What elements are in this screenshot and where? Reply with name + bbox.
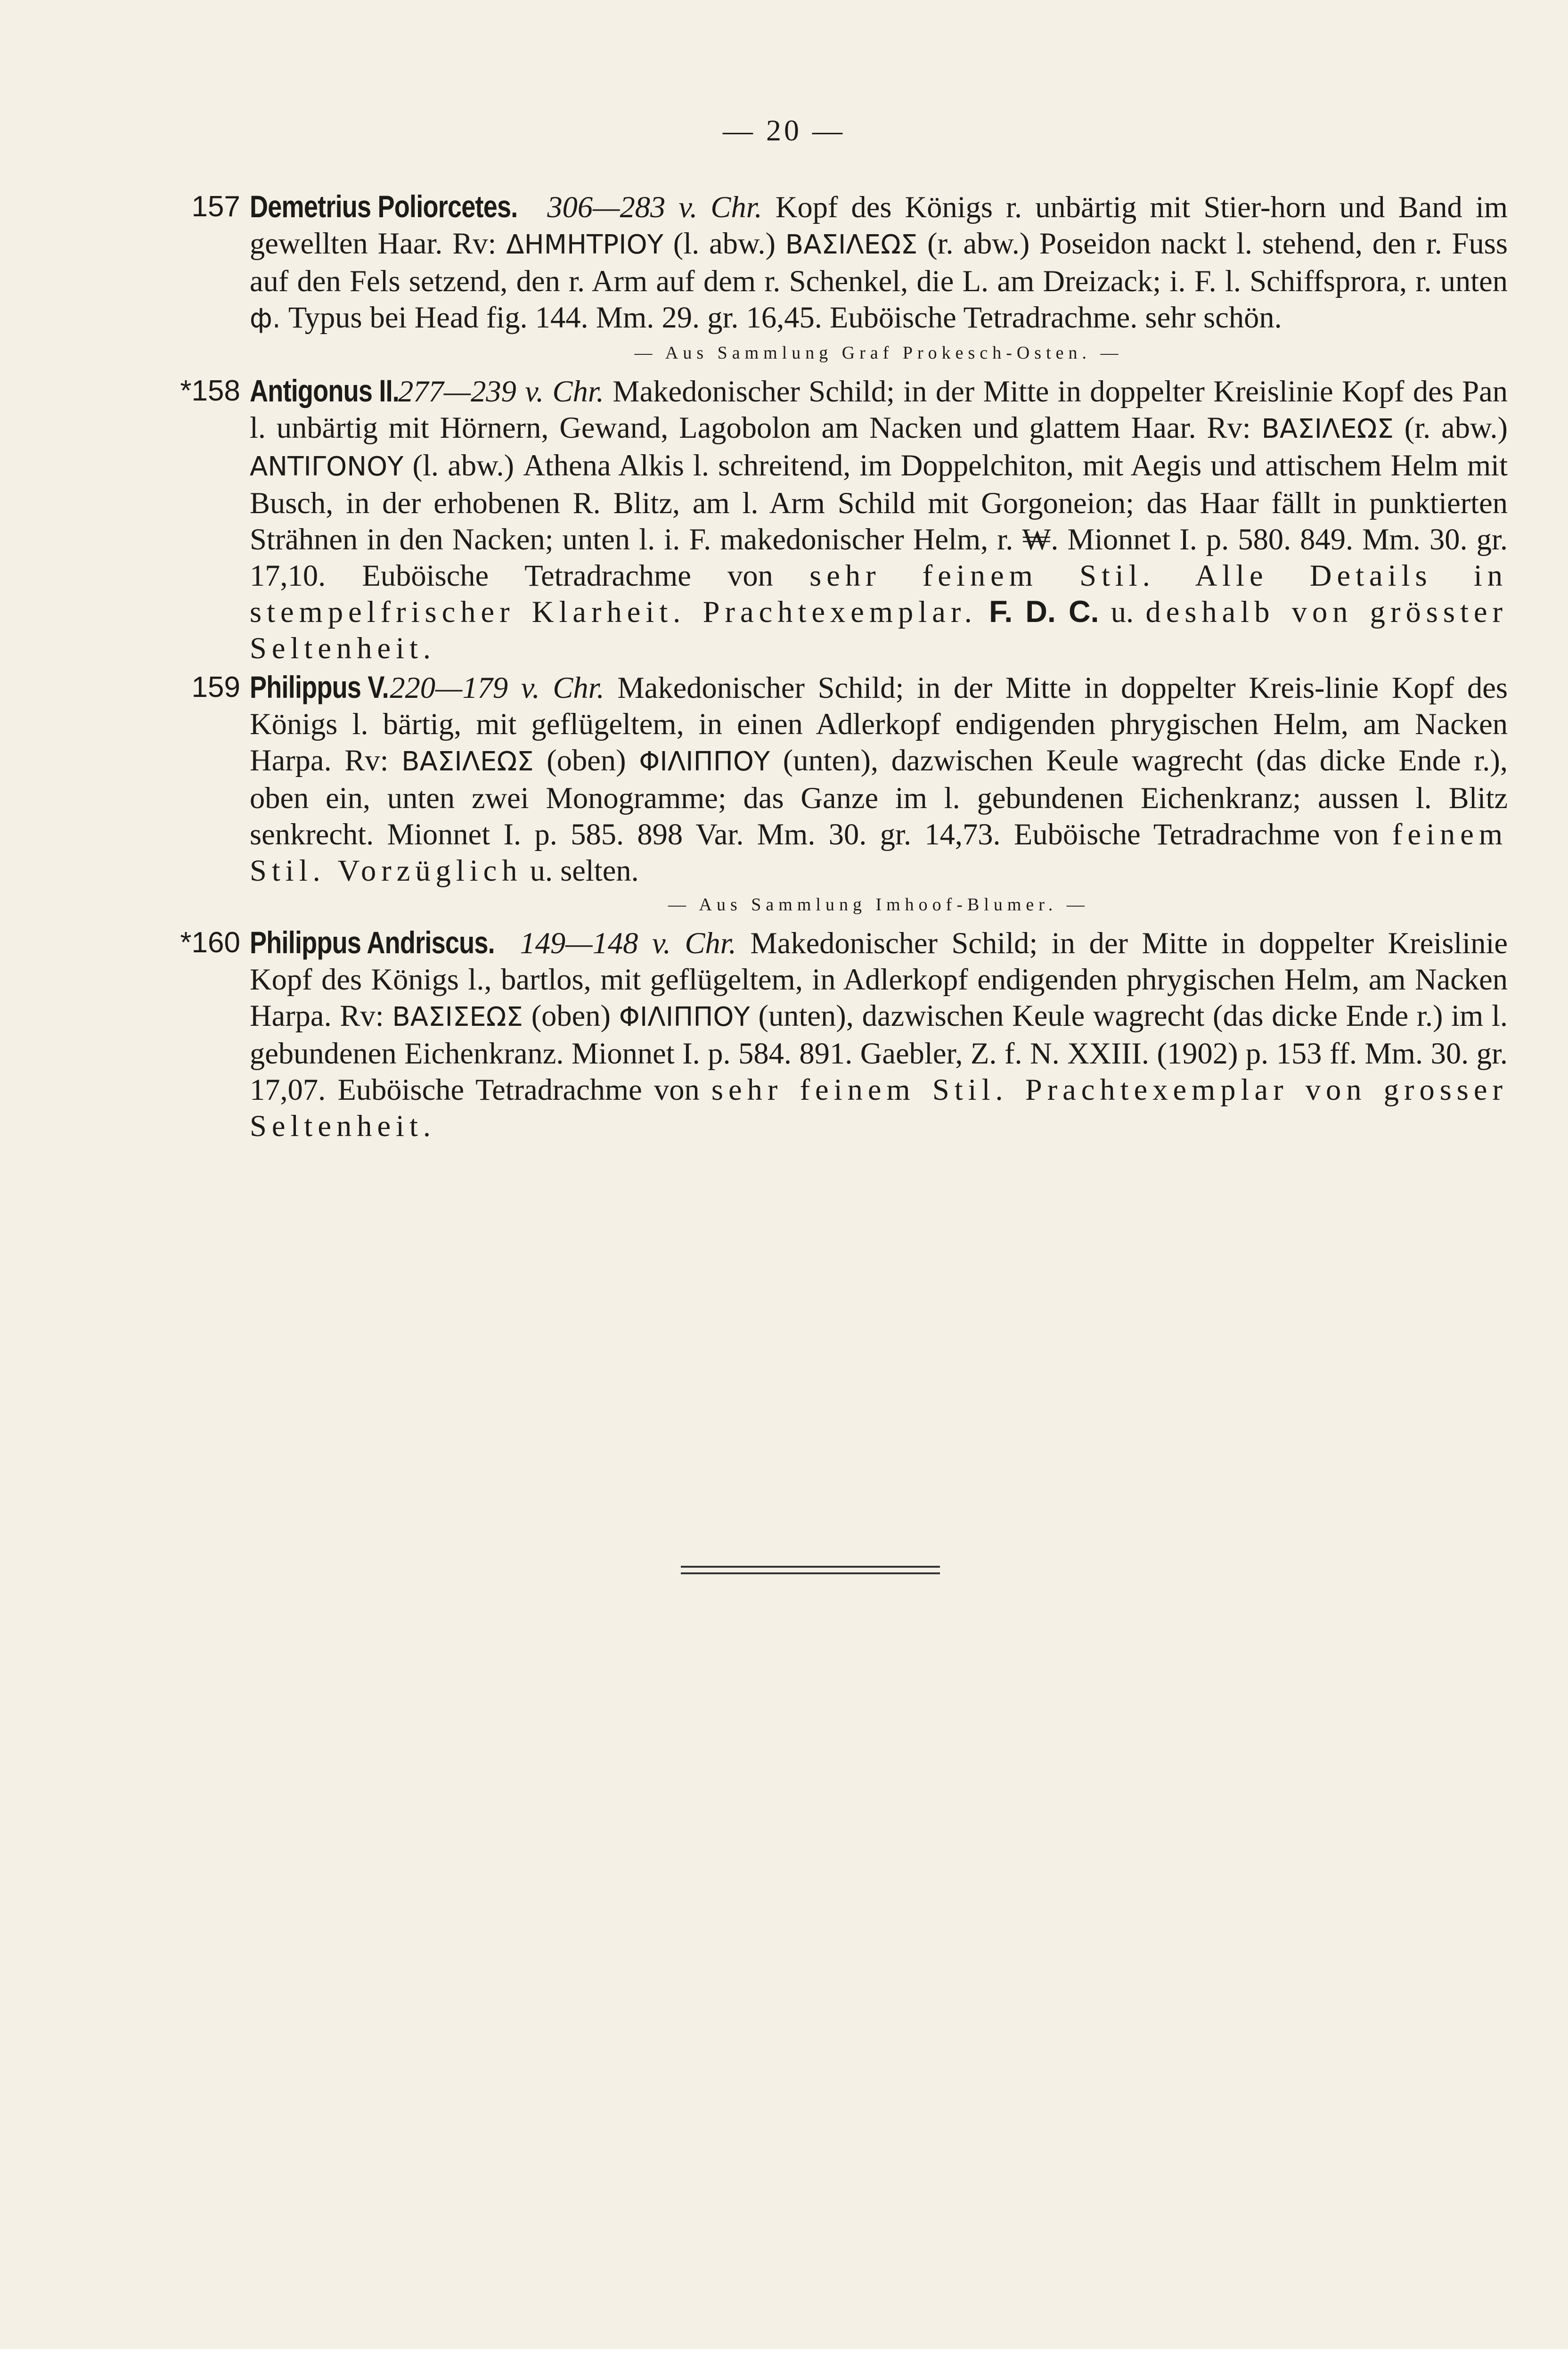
entry-text [250, 924, 1508, 1144]
quality-note: feinem Stil. Vorzüglich [250, 818, 1508, 887]
ruler-name: Antigonus II. [250, 373, 400, 408]
monogram: ф. [250, 303, 281, 334]
greek-legend: ΒΑΣΙΛΕΩΣ [785, 229, 918, 260]
description-text: (unten), dazwischen Keule wagrecht (das dicke Ende r.) im l. gebundenen Eichenkranz. Mionnet I. p. 584. 891. Gaebler, Z. f. N. XXIII. (1902) p. 153 ff. Mm. 30. gr. 17,07. Euböische Tetradrachme von [250, 999, 1508, 1106]
greek-legend: ΑΝΤΙΓΟΝΟΥ [250, 451, 404, 482]
description-text: (oben) [531, 999, 611, 1032]
reign-dates: 149—148 v. Chr. [520, 926, 736, 960]
provenance-note: — Aus Sammlung Graf Prokesch-Osten. — [634, 343, 1123, 363]
closing-double-rule [681, 1566, 940, 1579]
entry-number: 157 [191, 190, 240, 223]
description-text: (oben) [547, 744, 626, 777]
entry-text [250, 669, 1508, 889]
reign-dates: 306—283 v. Chr. [547, 190, 762, 224]
catalogue-entry-160 [108, 924, 1508, 1144]
greek-legend: ΦΙΛΙΠΠΟΥ [639, 746, 770, 777]
divider [681, 1572, 940, 1574]
quality-note: deshalb von grösster Seltenheit. [250, 595, 1508, 665]
ruler-name: Philippus V. [250, 670, 389, 704]
divider [681, 1566, 940, 1568]
description-text: u. [1111, 595, 1134, 629]
description-text: Makedonischer Schild; in der Mitte in doppelter Kreislinie Kopf des Pan l. unbärtig mit Hörnern, Gewand, Lagobolon am Nacken und glattem Haar. Rv: [250, 375, 1508, 444]
description-text: Typus bei Head fig. 144. Mm. 29. gr. 16,45. Euböische Tetradrachme. sehr schön. [288, 301, 1282, 334]
reign-dates: 220—179 v. Chr. [390, 671, 604, 704]
greek-legend: ΦΙΛΙΠΠΟΥ [619, 1002, 750, 1032]
page-number: — 20 — [723, 114, 845, 147]
description-text: (unten), dazwischen Keule wagrecht (das dicke Ende r.), oben ein, unten zwei Monogramme; das Ganze im l. gebundenen Eichenkranz; aussen l. Blitz senkrecht. Mionnet I. p. 585. 898 Var. Mm. 30. gr. 14,73. Euböische Tetradrachme von [250, 744, 1508, 851]
description-text: (r. abw.) [1404, 411, 1508, 444]
entry-number: *158 [180, 375, 240, 407]
provenance-note: — Aus Sammlung Imhoof-Blumer. — [668, 895, 1089, 915]
description-text: u. selten. [530, 854, 639, 887]
ruler-name: Philippus Andriscus. [250, 925, 495, 960]
quality-note: sehr feinem Stil. Alle Details in stempelfrischer Klarheit. Prachtexemplar. [250, 559, 1508, 629]
reign-dates: 277—239 v. Chr. [398, 375, 604, 408]
entry-text [250, 373, 1508, 666]
entry-text [250, 188, 1508, 337]
digitization-footer [0, 2349, 1568, 2356]
catalogue-entries [108, 188, 1508, 1147]
greek-legend: ΔΗΜΗΤΡΙΟΥ [506, 229, 663, 260]
description-text: (l. abw.) [673, 227, 776, 260]
greek-legend: ΒΑΣΙΛΕΩΣ [401, 746, 534, 777]
description-text: Makedonischer Schild; in der Mitte in doppelter Kreislinie Kopf des Königs l., bartlos, mit geflügeltem, in Adlerkopf endigenden phrygischen Helm, am Nacken Harpa. Rv: [250, 926, 1508, 1032]
entry-number: 159 [191, 671, 240, 704]
catalogue-entry-158 [108, 373, 1508, 666]
catalogue-entry-157 [108, 188, 1508, 337]
fdc-mark: F. D. C. [989, 595, 1099, 629]
greek-legend: ΒΑΣΙΣΕΩΣ [392, 1002, 523, 1032]
description-text: (r. abw.) Poseidon nackt l. stehend, den r. Fuss auf den Fels setzend, den r. Arm auf dem r. Schenkel, die L. am Dreizack; i. F. l. Schiffsprora, r. unten [250, 227, 1508, 298]
entry-number: *160 [180, 926, 240, 959]
quality-note: sehr feinem Stil. Prachtexemplar von grosser Seltenheit. [250, 1073, 1508, 1143]
ruler-name: Demetrius Poliorcetes. [250, 189, 518, 224]
description-text: Kopf des Königs r. unbärtig mit Stier-horn und Band im gewellten Haar. Rv: [250, 190, 1508, 260]
description-text: Makedonischer Schild; in der Mitte in doppelter Kreis-linie Kopf des Königs l. bärtig, mit geflügeltem, in einen Adlerkopf endigenden phrygischen Helm, am Nacken Harpa. Rv: [250, 671, 1508, 777]
catalogue-entry-159 [108, 669, 1508, 889]
greek-legend: ΒΑΣΙΛΕΩΣ [1261, 414, 1394, 444]
description-text: (l. abw.) Athena Alkis l. schreitend, im Doppelchiton, mit Aegis und attischem Helm mit Busch, in der erhobenen R. Blitz, am l. Arm Schild mit Gorgoneion; das Haar fällt in punktierten Strähnen in den Nacken; unten l. i. F. makedonischer Helm, r. ₩. Mionnet I. p. 580. 849. Mm. 30. gr. 17,10. Euböische Tetradrachme von [250, 449, 1508, 592]
